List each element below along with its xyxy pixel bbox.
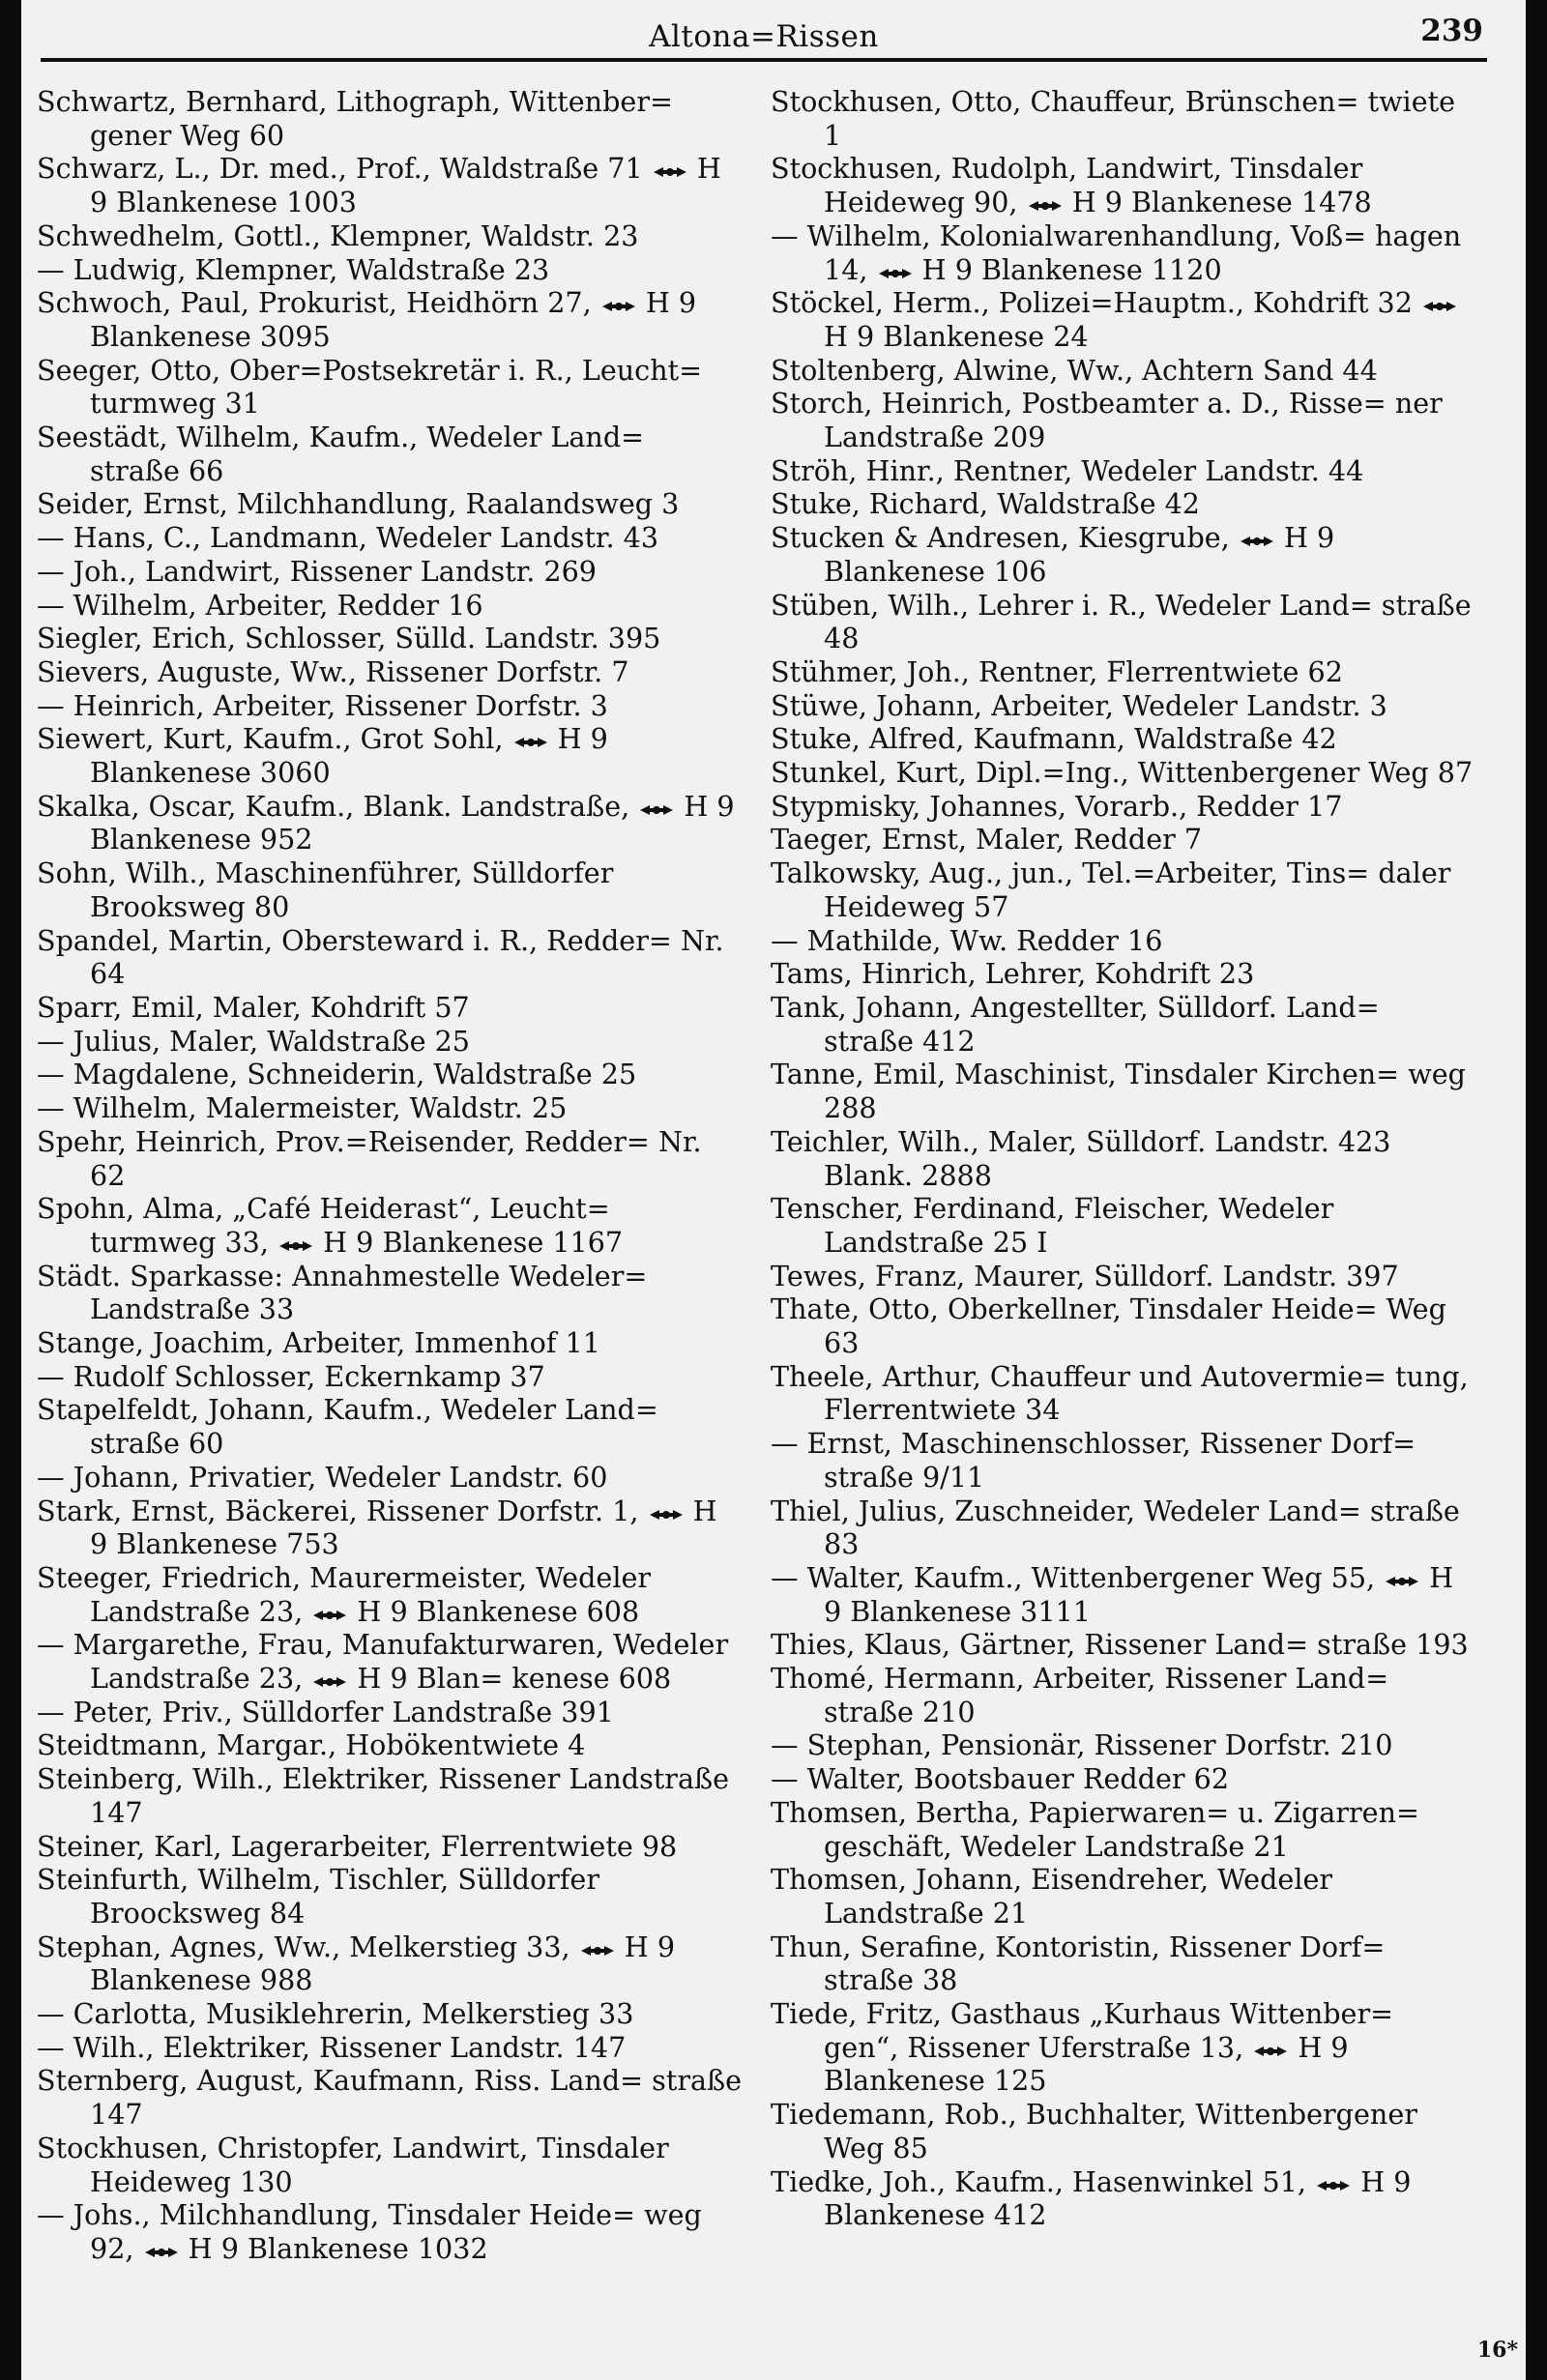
entry-text: Stucken & Andresen, Kiesgrube,: [771, 521, 1230, 555]
entry-text: Stockhusen, Christopfer, Landwirt, Tinsdaler Heideweg 130: [37, 2131, 669, 2198]
directory-entry: [37, 1997, 743, 2031]
entry-phone: H 9 Blankenese 3060: [90, 722, 608, 790]
directory-entry: [37, 991, 743, 1025]
directory-entry: [771, 1796, 1476, 1863]
directory-entry: [771, 1561, 1476, 1628]
entry-text: Sievers, Auguste, Ww., Rissener Dorfstr. 7: [37, 654, 629, 688]
entry-text: Seider, Ernst, Milchhandlung, Raalandsweg 3: [37, 487, 680, 521]
directory-entry: [37, 2031, 743, 2065]
directory-entry: [37, 1728, 743, 1762]
entry-text: Stapelfeldt, Johann, Kaufm., Wedeler Land= straße 60: [37, 1393, 658, 1461]
entry-text: Stoltenberg, Alwine, Ww., Achtern Sand 44: [771, 353, 1378, 387]
entry-text: — Johann, Privatier, Wedeler Landstr. 60: [37, 1460, 608, 1494]
entry-phone: H 9 Blankenese 24: [824, 319, 1089, 353]
directory-entry: [37, 655, 743, 689]
telephone-icon: [877, 266, 914, 281]
entry-text: Spohn, Alma, „Café Heiderast“, Leucht= turmweg 33,: [37, 1192, 610, 1259]
entry-phone: H 9 Blankenese 1003: [90, 152, 721, 219]
directory-entry: [771, 1628, 1476, 1662]
entry-phone: H 9 Blankenese 106: [824, 521, 1335, 588]
directory-entry: [37, 152, 743, 218]
directory-entry: [771, 1292, 1476, 1359]
entry-text: Tiedemann, Rob., Buchhalter, Wittenbergener Weg 85: [771, 2098, 1417, 2164]
directory-entry: [37, 1696, 743, 1729]
directory-entry: [37, 421, 743, 487]
entry-text: Siegler, Erich, Schlosser, Sülld. Landstr. 395: [37, 622, 661, 655]
entry-text: — Joh., Landwirt, Rissener Landstr. 269: [37, 554, 597, 588]
entry-text: — Ludwig, Klempner, Waldstraße 23: [37, 252, 550, 286]
directory-entry: [771, 655, 1476, 689]
entry-text: Spandel, Martin, Obersteward i. R., Redder= Nr. 64: [37, 923, 724, 991]
directory-entry: [37, 521, 743, 555]
directory-entry: [771, 991, 1476, 1058]
directory-entry: [37, 1192, 743, 1259]
entry-text: Seestädt, Wilhelm, Kaufm., Wedeler Land= straße 66: [37, 421, 645, 487]
telephone-icon: [579, 1943, 616, 1959]
entry-phone: H 9 Blan= kenese 608: [357, 1662, 672, 1696]
directory-entry: [37, 689, 743, 723]
directory-entry: [37, 1863, 743, 1930]
entry-text: Tank, Johann, Angestellter, Sülldorf. Land= straße 412: [771, 990, 1380, 1058]
directory-entry: [37, 1393, 743, 1460]
directory-entry: [771, 521, 1476, 588]
directory-entry: [37, 1561, 743, 1628]
entry-text: Skalka, Oscar, Kaufm., Blank. Landstraße,: [37, 789, 630, 823]
entry-phone: H 9 Blankenese 3095: [90, 286, 697, 353]
entry-text: Thomsen, Johann, Eisendreher, Wedeler Landstraße 21: [771, 1863, 1333, 1930]
entry-text: Thomsen, Bertha, Papierwaren= u. Zigarren= geschäft, Wedeler Landstraße 21: [771, 1795, 1419, 1863]
telephone-icon: [277, 1238, 314, 1254]
entry-phone: H 9 Blankenese 1032: [188, 2232, 488, 2265]
directory-entry: [37, 1025, 743, 1059]
directory-entry: [37, 1495, 743, 1561]
right-column: [771, 85, 1476, 2308]
entry-text: — Wilhelm, Malermeister, Waldstr. 25: [37, 1091, 568, 1125]
entry-text: Stühmer, Joh., Rentner, Flerrentwiete 62: [771, 654, 1343, 688]
entry-text: Schwedhelm, Gottl., Klempner, Waldstr. 23: [37, 218, 639, 252]
directory-entry: [37, 1360, 743, 1394]
directory-entry: [771, 354, 1476, 388]
directory-entry: [37, 790, 743, 856]
entry-text: Teichler, Wilh., Maler, Sülldorf. Landstr. 423 Blank. 2888: [771, 1124, 1391, 1192]
directory-entry: [771, 1058, 1476, 1124]
directory-entry: [37, 1125, 743, 1192]
directory-entry: [37, 1326, 743, 1360]
directory-entry: [771, 85, 1476, 152]
entry-text: Stockhusen, Rudolph, Landwirt, Tinsdaler Heideweg 90,: [771, 152, 1363, 219]
entry-text: — Rudolf Schlosser, Eckernkamp 37: [37, 1359, 545, 1393]
directory-entry: [37, 1930, 743, 1997]
directory-entry: [771, 589, 1476, 655]
directory-entry: [37, 354, 743, 421]
entry-text: Stuke, Alfred, Kaufmann, Waldstraße 42: [771, 722, 1337, 756]
directory-entry: [37, 856, 743, 923]
page-title: Altona=Rissen: [649, 19, 879, 54]
entry-text: Thies, Klaus, Gärtner, Rissener Land= straße 193: [771, 1628, 1469, 1662]
entry-text: Tanne, Emil, Maschinist, Tinsdaler Kirchen= weg 288: [771, 1058, 1466, 1125]
entry-text: Steeger, Friedrich, Maurermeister, Wedeler Landstraße 23,: [37, 1560, 652, 1628]
entry-phone: H 9 Blankenese 988: [90, 1930, 676, 1997]
entry-text: Theele, Arthur, Chauffeur und Autovermie= tung, Flerrentwiete 34: [771, 1359, 1469, 1427]
entry-phone: H 9 Blankenese 952: [90, 789, 735, 856]
entry-text: Stephan, Agnes, Ww., Melkerstieg 33,: [37, 1930, 570, 1963]
directory-entry: [771, 1863, 1476, 1930]
directory-entry: [37, 219, 743, 253]
entry-text: Thomé, Hermann, Arbeiter, Rissener Land= straße 210: [771, 1662, 1389, 1728]
directory-entry: [771, 1495, 1476, 1561]
entry-text: Siewert, Kurt, Kaufm., Grot Sohl,: [37, 722, 504, 756]
directory-entry: [37, 2132, 743, 2198]
entry-text: Thun, Serafine, Kontoristin, Rissener Dorf= straße 38: [771, 1930, 1386, 1997]
telephone-icon: [648, 1507, 685, 1523]
directory-entry: [771, 823, 1476, 856]
directory-entry: [37, 722, 743, 789]
directory-entry: [771, 856, 1476, 923]
entry-text: Thate, Otto, Oberkellner, Tinsdaler Heide= Weg 63: [771, 1292, 1446, 1360]
directory-entry: [37, 622, 743, 655]
directory-entry: [771, 756, 1476, 790]
telephone-icon: [1252, 2044, 1289, 2059]
entry-text: — Wilh., Elektriker, Rissener Landstr. 147: [37, 2030, 627, 2064]
entry-phone: H 9 Blankenese 1167: [323, 1225, 624, 1259]
directory-entry: [771, 1125, 1476, 1192]
entry-text: Stypmisky, Johannes, Vorarb., Redder 17: [771, 789, 1343, 823]
directory-entry: [771, 219, 1476, 286]
entry-text: Steiner, Karl, Lagerarbeiter, Flerrentwiete 98: [37, 1829, 678, 1863]
directory-entry: [37, 1091, 743, 1125]
directory-entry: [37, 253, 743, 287]
entry-text: Schwoch, Paul, Prokurist, Heidhörn 27,: [37, 286, 592, 320]
entry-text: Tiede, Fritz, Gasthaus „Kurhaus Wittenber= gen“, Rissener Uferstraße 13,: [771, 1997, 1394, 2064]
entry-text: — Stephan, Pensionär, Rissener Dorfstr. 210: [771, 1728, 1393, 1762]
telephone-icon: [1239, 534, 1275, 549]
directory-entry: [37, 487, 743, 521]
entry-text: Tewes, Franz, Maurer, Sülldorf. Landstr. 397: [771, 1259, 1399, 1292]
directory-entry: [771, 2165, 1476, 2232]
directory-page: [21, 0, 1526, 2380]
directory-entry: [771, 454, 1476, 488]
entry-text: Stark, Ernst, Bäckerei, Rissener Dorfstr. 1,: [37, 1494, 639, 1527]
entry-phone: H 9 Blankenese 608: [357, 1594, 640, 1628]
entry-text: Taeger, Ernst, Maler, Redder 7: [771, 823, 1203, 856]
directory-entry: [771, 286, 1476, 353]
entry-phone: H 9 Blankenese 1120: [921, 252, 1222, 286]
telephone-icon: [311, 1674, 348, 1690]
directory-entry: [37, 85, 743, 152]
entry-text: — Johs., Milchhandlung, Tinsdaler Heide= weg 92,: [37, 2198, 702, 2265]
entry-text: — Magdalene, Schneiderin, Waldstraße 25: [37, 1058, 637, 1091]
directory-entry: [37, 286, 743, 353]
telephone-icon: [1421, 299, 1458, 314]
telephone-icon: [1315, 2178, 1352, 2193]
entry-phone: H 9 Blankenese 1478: [1071, 186, 1372, 219]
directory-entry: [37, 924, 743, 991]
entry-text: — Ernst, Maschinenschlosser, Rissener Dorf= straße 9/11: [771, 1427, 1416, 1494]
directory-entry: [771, 2098, 1476, 2164]
directory-entry: [37, 1461, 743, 1495]
page-header: [41, 8, 1487, 62]
directory-entry: [771, 1930, 1476, 1997]
directory-entry: [771, 1192, 1476, 1259]
directory-entry: [771, 1728, 1476, 1762]
directory-entry: [771, 924, 1476, 958]
entry-text: — Wilhelm, Arbeiter, Redder 16: [37, 588, 483, 622]
directory-entry: [771, 487, 1476, 521]
entry-text: Städt. Sparkasse: Annahmestelle Wedeler= Landstraße 33: [37, 1259, 648, 1326]
page-number: 239: [1420, 14, 1483, 48]
entry-text: Stüwe, Johann, Arbeiter, Wedeler Landstr. 3: [771, 688, 1387, 722]
entry-text: Stunkel, Kurt, Dipl.=Ing., Wittenbergener Weg 87: [771, 756, 1474, 790]
directory-entry: [771, 1997, 1476, 2098]
entry-text: Stüben, Wilh., Lehrer i. R., Wedeler Land= straße 48: [771, 588, 1472, 655]
entry-text: — Heinrich, Arbeiter, Rissener Dorfstr. 3: [37, 688, 608, 722]
directory-entry: [37, 1762, 743, 1829]
directory-entry: [37, 1830, 743, 1864]
entry-text: Tiedke, Joh., Kaufm., Hasenwinkel 51,: [771, 2164, 1307, 2198]
entry-phone: H 9 Blankenese 753: [90, 1494, 717, 1561]
telephone-icon: [1384, 1574, 1420, 1589]
entry-text: — Margarethe, Frau, Manufakturwaren, Wedeler Landstraße 23,: [37, 1628, 729, 1696]
directory-entry: [771, 152, 1476, 218]
entry-text: — Peter, Priv., Sülldorfer Landstraße 391: [37, 1695, 614, 1728]
entry-text: Sternberg, August, Kaufmann, Riss. Land= straße 147: [37, 2064, 743, 2132]
entry-text: Steinberg, Wilh., Elektriker, Rissener Landstraße 147: [37, 1762, 730, 1829]
entry-text: — Walter, Kaufm., Wittenbergener Weg 55,: [771, 1560, 1376, 1594]
directory-entry: [771, 790, 1476, 824]
entry-phone: H 9 Blankenese 3111: [824, 1560, 1454, 1628]
entry-text: — Mathilde, Ww. Redder 16: [771, 923, 1163, 957]
entry-text: Stöckel, Herm., Polizei=Hauptm., Kohdrift 32: [771, 286, 1413, 320]
entry-text: Sparr, Emil, Maler, Kohdrift 57: [37, 990, 470, 1024]
telephone-icon: [600, 299, 637, 314]
directory-entry: [771, 1260, 1476, 1293]
entry-text: Storch, Heinrich, Postbeamter a. D., Risse= ner Landstraße 209: [771, 387, 1443, 454]
directory-entry: [771, 1662, 1476, 1728]
entry-text: Schwarz, L., Dr. med., Prof., Waldstraße 71: [37, 152, 643, 186]
entry-text: — Wilhelm, Kolonialwarenhandlung, Voß= hagen 14,: [771, 218, 1462, 286]
directory-entry: [37, 2198, 743, 2265]
directory-entry: [37, 589, 743, 623]
entry-text: Stange, Joachim, Arbeiter, Immenhof 11: [37, 1326, 600, 1360]
entry-phone: H 9 Blankenese 125: [824, 2030, 1349, 2098]
entry-text: Seeger, Otto, Ober=Postsekretär i. R., Leucht= turmweg 31: [37, 353, 703, 421]
entry-text: Thiel, Julius, Zuschneider, Wedeler Land= straße 83: [771, 1494, 1460, 1561]
entry-text: Schwartz, Bernhard, Lithograph, Wittenber= gener Weg 60: [37, 85, 673, 152]
directory-entry: [37, 555, 743, 589]
entry-text: Talkowsky, Aug., jun., Tel.=Arbeiter, Tins= daler Heideweg 57: [771, 856, 1451, 923]
sheet-mark: 16*: [1476, 2337, 1518, 2363]
entry-text: Stockhusen, Otto, Chauffeur, Brünschen= twiete 1: [771, 85, 1456, 152]
entry-text: Tams, Hinrich, Lehrer, Kohdrift 23: [771, 957, 1255, 991]
telephone-icon: [143, 2245, 180, 2260]
entry-text: — Hans, C., Landmann, Wedeler Landstr. 43: [37, 521, 659, 555]
entry-text: Steinfurth, Wilhelm, Tischler, Sülldorfer Broocksweg 84: [37, 1863, 600, 1930]
directory-entry: [37, 1260, 743, 1326]
telephone-icon: [1027, 198, 1064, 214]
directory-entry: [771, 1762, 1476, 1796]
entry-text: Ströh, Hinr., Rentner, Wedeler Landstr. 44: [771, 453, 1364, 487]
directory-entry: [771, 957, 1476, 991]
telephone-icon: [652, 164, 688, 180]
entry-text: — Walter, Bootsbauer Redder 62: [771, 1762, 1230, 1796]
directory-entry: [37, 2064, 743, 2131]
telephone-icon: [512, 735, 549, 750]
directory-entry: [37, 1058, 743, 1091]
directory-entry: [771, 689, 1476, 723]
directory-entry: [771, 387, 1476, 453]
left-column: [37, 85, 743, 2308]
telephone-icon: [638, 802, 675, 818]
entry-text: Stuke, Richard, Waldstraße 42: [771, 487, 1200, 521]
entry-text: Tenscher, Ferdinand, Fleischer, Wedeler Landstraße 25 I: [771, 1192, 1334, 1259]
telephone-icon: [311, 1608, 348, 1623]
entry-text: Sohn, Wilh., Maschinenführer, Sülldorfer Brooksweg 80: [37, 856, 614, 923]
entry-phone: H 9 Blankenese 412: [824, 2164, 1412, 2232]
entry-text: — Carlotta, Musiklehrerin, Melkerstieg 33: [37, 1997, 634, 2031]
directory-entry: [771, 722, 1476, 756]
directory-entry: [771, 1427, 1476, 1494]
entry-text: Steidtmann, Margar., Hobökentwiete 4: [37, 1728, 586, 1762]
directory-entry: [771, 1360, 1476, 1427]
directory-entry: [37, 1628, 743, 1695]
entry-text: Spehr, Heinrich, Prov.=Reisender, Redder= Nr. 62: [37, 1124, 702, 1192]
entry-text: — Julius, Maler, Waldstraße 25: [37, 1024, 470, 1058]
